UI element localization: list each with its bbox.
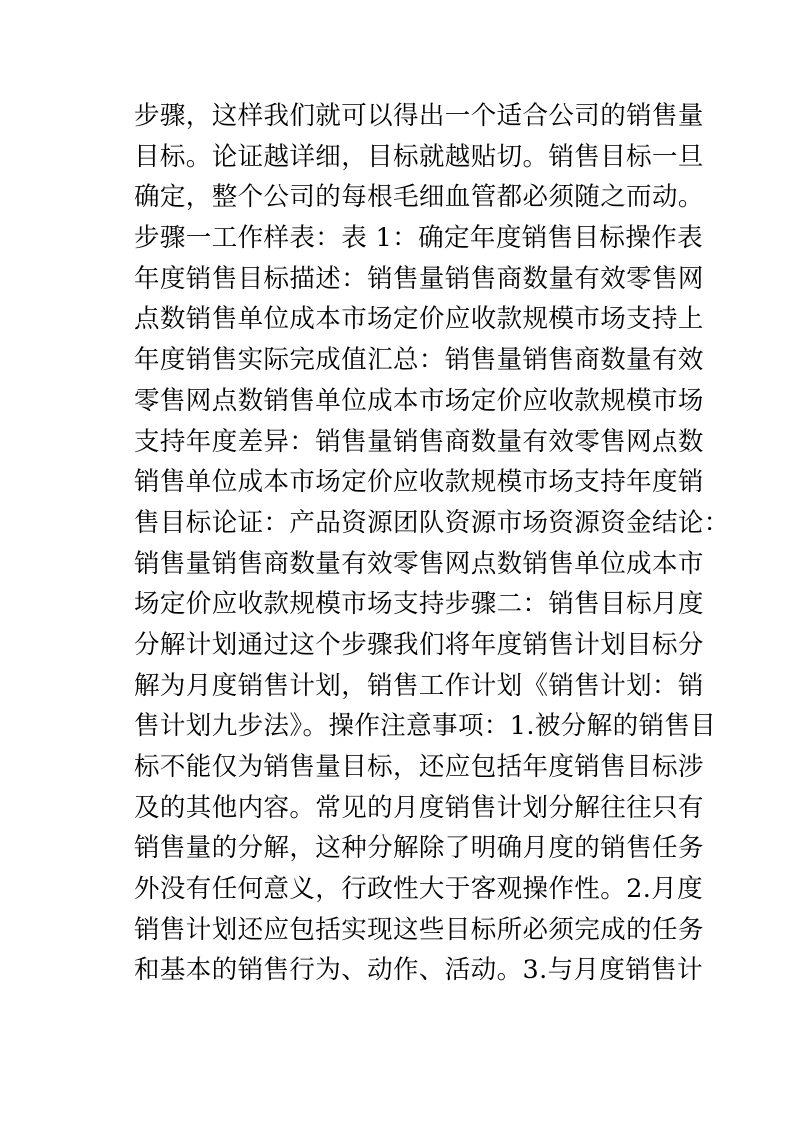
text-line: 点数销售单位成本市场定价应收款规模市场支持上: [134, 304, 704, 335]
text-line: 售目标论证：产品资源团队资源市场资源资金结论：: [134, 507, 730, 538]
text-line: 年度销售实际完成值汇总：销售量销售商数量有效: [134, 345, 704, 376]
text-line: 外没有任何意义，行政性大于客观操作性。2.月度: [134, 874, 704, 905]
text-line: 确定，整个公司的每根毛细血管都必须随之而动。: [134, 182, 704, 213]
text-line: 步骤，这样我们就可以得出一个适合公司的销售量: [134, 101, 704, 131]
text-line: 步骤一工作样表：表 1：确定年度销售目标操作表: [134, 223, 704, 254]
text-line: 销售量销售商数量有效零售网点数销售单位成本市: [134, 548, 704, 579]
text-line: 场定价应收款规模市场支持步骤二：销售目标月度: [134, 589, 704, 620]
text-line: 售计划九步法》。操作注意事项：1.被分解的销售目: [134, 711, 717, 742]
text-line: 销售量的分解，这种分解除了明确月度的销售任务: [134, 833, 704, 864]
text-line: 及的其他内容。常见的月度销售计划分解往往只有: [134, 792, 704, 823]
text-line: 年度销售目标描述：销售量销售商数量有效零售网: [134, 263, 704, 294]
text-line: 分解计划通过这个步骤我们将年度销售计划目标分: [134, 629, 704, 660]
text-line: 和基本的销售行为、动作、活动。3.与月度销售计: [134, 955, 704, 986]
text-line: 目标。论证越详细，目标就越贴切。销售目标一旦: [134, 141, 704, 172]
text-line: 标不能仅为销售量目标，还应包括年度销售目标涉: [134, 752, 704, 782]
body-text: [134, 96, 730, 991]
text-line: 零售网点数销售单位成本市场定价应收款规模市场: [134, 385, 704, 416]
text-line: 销售计划还应包括实现这些目标所必须完成的任务: [134, 914, 704, 945]
text-line: 销售单位成本市场定价应收款规模市场支持年度销: [134, 467, 704, 498]
text-line: 支持年度差异：销售量销售商数量有效零售网点数: [134, 426, 704, 457]
text-line: 解为月度销售计划，销售工作计划《销售计划：销: [134, 670, 704, 701]
